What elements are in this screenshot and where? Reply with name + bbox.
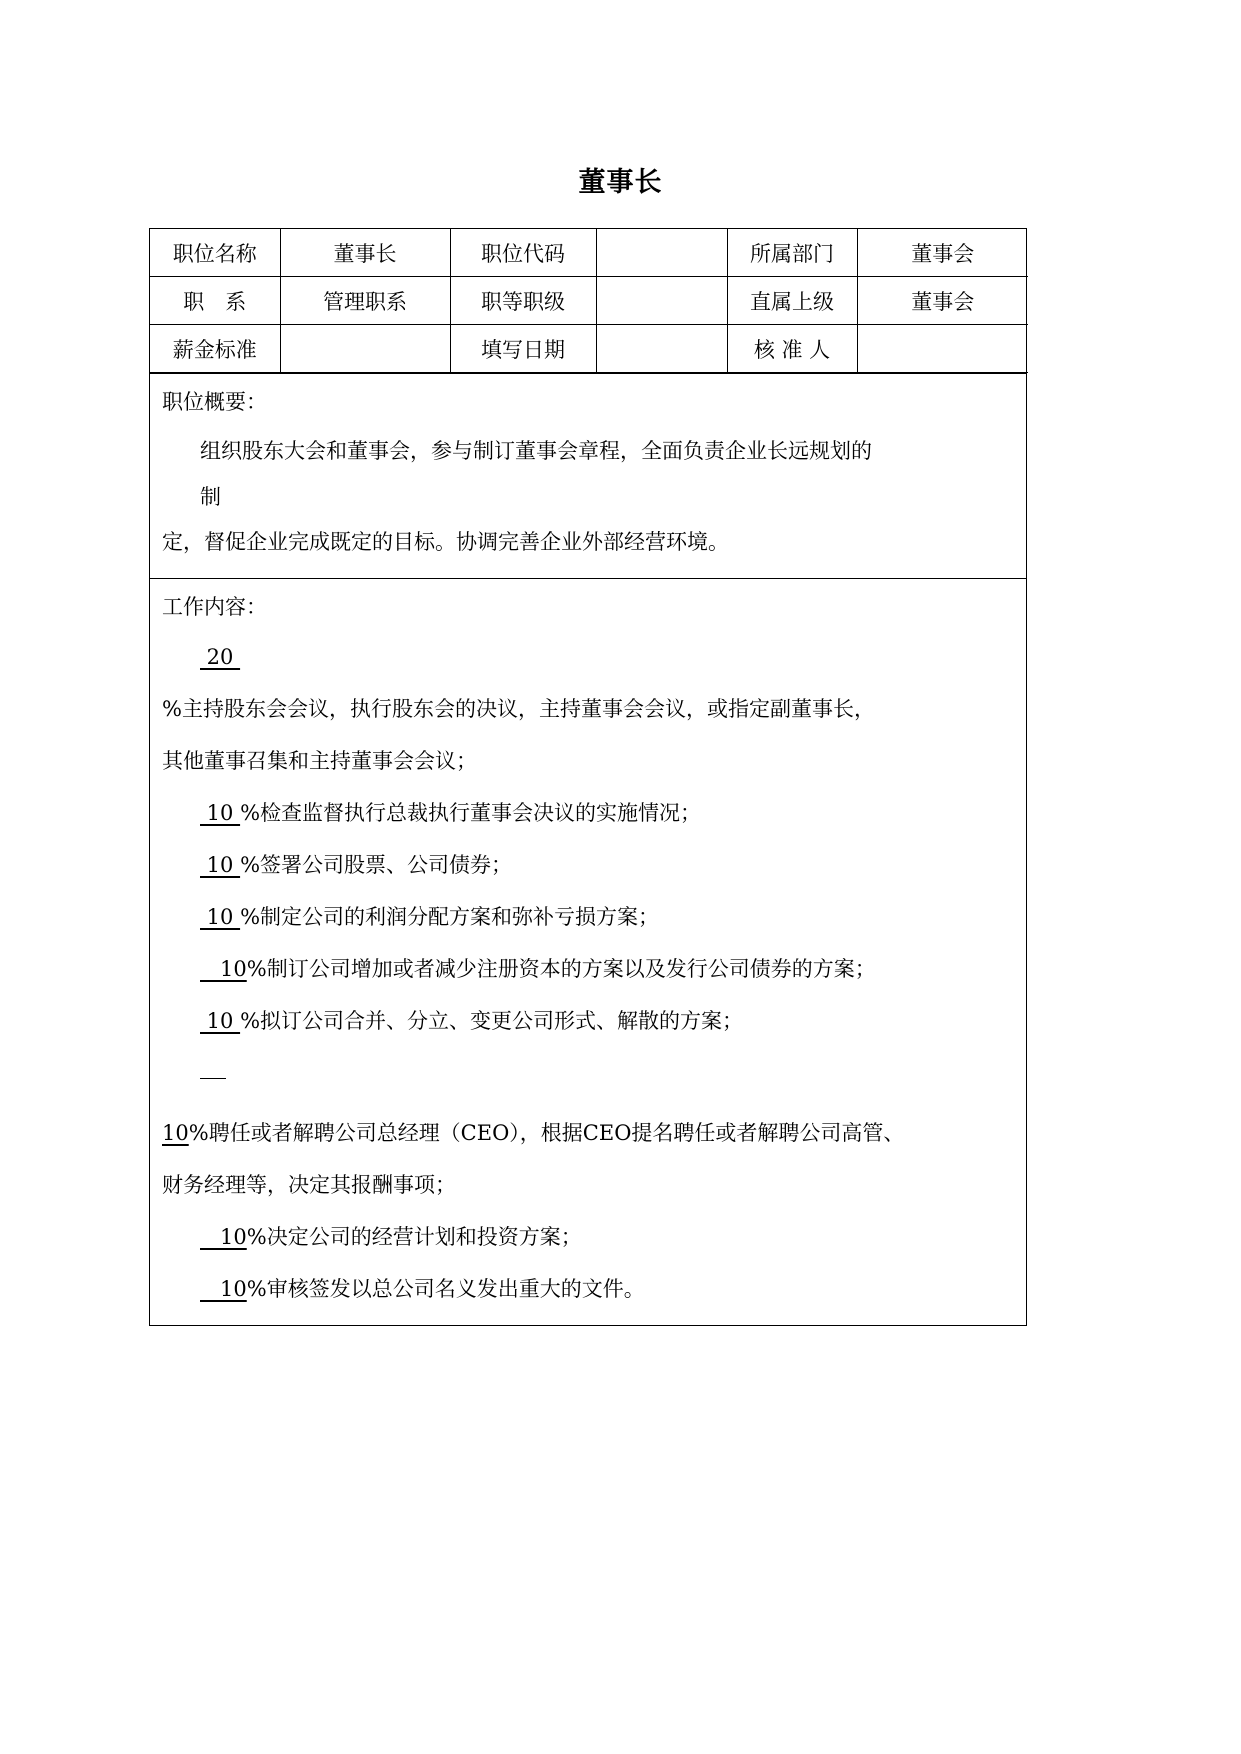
label-approver: 核 准 人 bbox=[727, 325, 857, 373]
label-job-series: 职 系 bbox=[150, 277, 280, 325]
percentage: 10 bbox=[200, 801, 241, 825]
list-item-text: %审核签发以总公司名义发出重大的文件。 bbox=[246, 1277, 645, 1301]
label-salary-standard: 薪金标准 bbox=[150, 325, 280, 373]
list-item bbox=[162, 943, 1016, 995]
overview-line: 定，督促企业完成既定的目标。协调完善企业外部经营环境。 bbox=[162, 530, 729, 554]
document-title: 董事长 bbox=[578, 167, 663, 198]
list-item bbox=[162, 839, 1016, 891]
percentage: 10 bbox=[200, 1225, 247, 1249]
value-fill-date bbox=[596, 325, 727, 373]
list-item-text: 其他董事召集和主持董事会会议； bbox=[162, 749, 477, 773]
label-position-name: 职位名称 bbox=[150, 229, 280, 277]
label-department: 所属部门 bbox=[727, 229, 857, 277]
position-info-table bbox=[150, 229, 1028, 373]
value-direct-superior: 董事会 bbox=[857, 277, 1028, 325]
percentage: 10 bbox=[200, 853, 241, 877]
percentage: 10 bbox=[200, 905, 241, 929]
list-item-text: %签署公司股票、公司债券； bbox=[240, 853, 513, 877]
list-item bbox=[162, 1107, 1016, 1159]
list-item bbox=[162, 891, 1016, 943]
label-direct-superior: 直属上级 bbox=[727, 277, 857, 325]
overview-section bbox=[150, 373, 1026, 578]
value-position-code bbox=[596, 229, 727, 277]
list-item-text: %检查监督执行总裁执行董事会决议的实施情况； bbox=[240, 801, 702, 825]
work-content-section bbox=[150, 578, 1026, 1325]
percentage: 10 bbox=[200, 957, 247, 981]
list-item-text: %制订公司增加或者减少注册资本的方案以及发行公司债券的方案； bbox=[246, 957, 876, 981]
value-grade-level bbox=[596, 277, 727, 325]
label-position-code: 职位代码 bbox=[450, 229, 596, 277]
value-approver bbox=[857, 325, 1028, 373]
list-item bbox=[162, 1263, 1016, 1315]
list-item-text: %决定公司的经营计划和投资方案； bbox=[246, 1225, 582, 1249]
percentage: 10 bbox=[162, 1121, 189, 1145]
list-item bbox=[162, 1211, 1016, 1263]
list-item bbox=[162, 787, 1016, 839]
list-item-text: %主持股东会会议，执行股东会的决议，主持董事会会议，或指定副董事长， bbox=[162, 697, 875, 721]
label-fill-date: 填写日期 bbox=[450, 325, 596, 373]
table-row bbox=[150, 229, 1028, 277]
list-item-text: %制定公司的利润分配方案和弥补亏损方案； bbox=[240, 905, 660, 929]
blank-underline bbox=[162, 1047, 1016, 1107]
job-description-form bbox=[149, 228, 1027, 1326]
list-item-text: %聘任或者解聘公司总经理（CEO），根据CEO提名聘任或者解聘公司高管、 bbox=[188, 1121, 905, 1145]
list-item bbox=[162, 995, 1016, 1047]
overview-line: 组织股东大会和董事会，参与制订董事会章程，全面负责企业长远规划的 bbox=[200, 439, 872, 463]
value-department: 董事会 bbox=[857, 229, 1028, 277]
overview-line: 制 bbox=[200, 485, 221, 509]
table-row bbox=[150, 325, 1028, 373]
underline-mark bbox=[200, 1078, 226, 1079]
label-grade-level: 职等职级 bbox=[450, 277, 596, 325]
value-position-name: 董事长 bbox=[280, 229, 450, 277]
list-item bbox=[162, 631, 1016, 683]
work-content-heading: 工作内容： bbox=[162, 595, 267, 619]
percentage: 20 bbox=[200, 645, 241, 669]
overview-heading: 职位概要： bbox=[162, 390, 267, 414]
value-salary-standard bbox=[280, 325, 450, 373]
percentage: 10 bbox=[200, 1009, 241, 1033]
table-row bbox=[150, 277, 1028, 325]
list-item-text: 财务经理等，决定其报酬事项； bbox=[162, 1173, 456, 1197]
percentage: 10 bbox=[200, 1277, 247, 1301]
value-job-series: 管理职系 bbox=[280, 277, 450, 325]
list-item-text: %拟订公司合并、分立、变更公司形式、解散的方案； bbox=[240, 1009, 744, 1033]
